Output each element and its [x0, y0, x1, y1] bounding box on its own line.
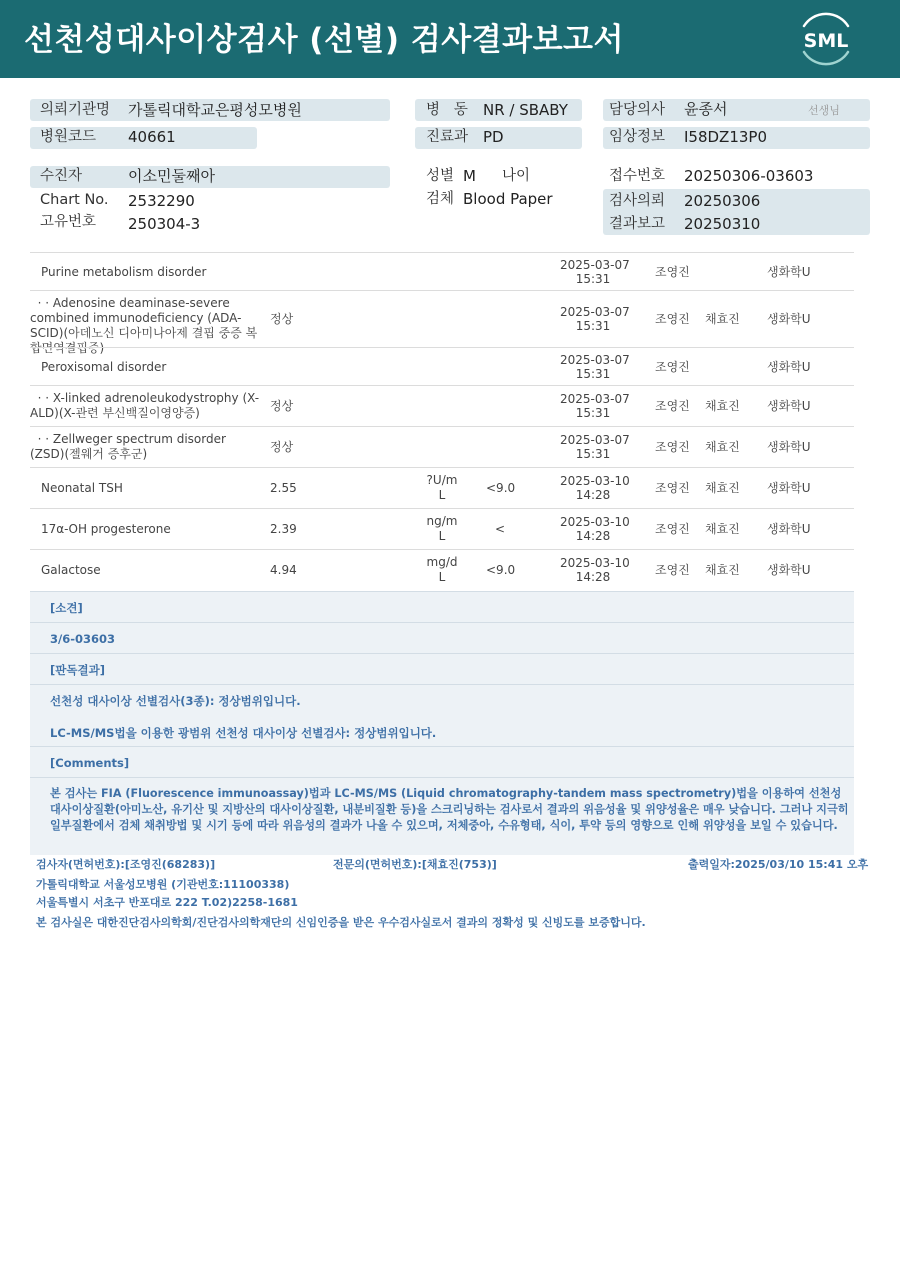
sml-logo [796, 10, 856, 68]
test-time: 14:28 [575, 488, 611, 502]
sex-value: M [463, 167, 476, 185]
test-name: Galactose [41, 563, 101, 577]
test-date: 2025-03-07 [560, 353, 630, 367]
test-date: 2025-03-07 [560, 392, 630, 406]
test-date: 2025-03-10 [560, 515, 630, 529]
test-date: 2025-03-07 [560, 305, 630, 319]
test-time: 15:31 [575, 319, 611, 333]
test-tester: 조영진 [655, 522, 690, 536]
test-name: · · Zellweger spectrum disorder (ZSD)(젤웨거 증후군) [30, 432, 230, 461]
test-dept: 생화학U [767, 522, 811, 536]
dept-value: PD [483, 128, 504, 146]
doctor-label: 담당의사 [609, 102, 666, 118]
test-unit-top: ?U/m [426, 473, 458, 487]
ward-label: 병 동 [426, 102, 468, 118]
test-unit-bottom: L [438, 529, 446, 543]
chart-label: Chart No. [40, 192, 109, 208]
footer-tester: 검사자(면허번호):[조영진(68283)] [36, 858, 216, 871]
age-label: 나이 [502, 168, 531, 184]
logo-text: SML [803, 30, 849, 52]
doctor-suffix: 선생님 [808, 104, 840, 117]
comments-label: [Comments] [30, 746, 854, 777]
test-name: · · Adenosine deaminase-severe combined immunodeficiency (ADA-SCID)(아데노신 디아미나아제 결핍 중증 복합면역결핍증) [30, 296, 258, 355]
judgement-line-1: 선천성 대사이상 선별검사(3종): 정상범위입니다. [50, 694, 301, 708]
test-unit-top: ng/m [426, 514, 458, 528]
unique-value: 250304-3 [128, 215, 201, 233]
opinion-label: [소견] [30, 591, 854, 622]
code-value: 40661 [128, 128, 176, 146]
report-header [0, 0, 900, 78]
doctor-value: 윤종서 [684, 100, 728, 118]
test-reference: <9.0 [486, 481, 516, 495]
test-tester: 조영진 [655, 481, 690, 495]
ward-value: NR / SBABY [483, 101, 568, 119]
request-value: 20250306 [684, 192, 761, 210]
org-value: 가톨릭대학교은평성모병원 [128, 101, 302, 119]
test-dept: 생화학U [767, 440, 811, 454]
test-unit-top: mg/d [426, 555, 458, 569]
table-row [30, 508, 854, 549]
clinical-label: 임상정보 [609, 129, 666, 145]
test-dept: 생화학U [767, 265, 811, 279]
request-label: 검사의뢰 [609, 193, 666, 209]
footer-specialist: 전문의(면허번호):[채효진(753)] [333, 858, 497, 871]
sex-label: 성별 [426, 168, 455, 184]
judgement-label: [판독결과] [30, 653, 854, 684]
footer-printed: 출력일자:2025/03/10 15:41 오후 [688, 858, 869, 871]
test-name: Neonatal TSH [41, 481, 123, 495]
test-result: 정상 [270, 440, 294, 454]
test-time: 15:31 [575, 272, 611, 286]
receipt-label: 접수번호 [609, 168, 666, 184]
table-row [30, 290, 854, 355]
test-result: 2.55 [270, 481, 297, 495]
test-tester: 조영진 [655, 360, 690, 374]
test-name: 17α-OH progesterone [41, 522, 171, 536]
test-reviewer: 채효진 [705, 522, 740, 536]
footer-certification: 본 검사실은 대한진단검사의학회/진단검사의학재단의 신임인증을 받은 우수검사실로서 결과의 정확성 및 신빙도를 보증합니다. [36, 916, 646, 929]
results-table [30, 252, 854, 590]
patient-label: 수진자 [40, 168, 83, 184]
test-reference: < [495, 522, 506, 536]
table-row [30, 252, 854, 290]
clinical-value: I58DZ13P0 [684, 128, 768, 146]
notes-section [30, 591, 854, 855]
test-tester: 조영진 [655, 399, 690, 413]
test-tester: 조영진 [655, 563, 690, 577]
specimen-value: Blood Paper [463, 190, 553, 208]
patient-value: 이소민둘째아 [128, 167, 215, 185]
chart-value: 2532290 [128, 192, 195, 210]
footer-address: 서울특별시 서초구 반포대로 222 T.02)2258-1681 [36, 896, 298, 909]
test-dept: 생화학U [767, 360, 811, 374]
test-unit-bottom: L [438, 488, 446, 502]
unique-label: 고유번호 [40, 214, 97, 230]
test-dept: 생화학U [767, 399, 811, 413]
org-label: 의뢰기관명 [40, 102, 111, 118]
test-dept: 생화학U [767, 563, 811, 577]
opinion-value: 3/6-03603 [30, 622, 854, 653]
test-unit-bottom: L [438, 570, 446, 584]
test-result: 2.39 [270, 522, 297, 536]
test-time: 15:31 [575, 406, 611, 420]
test-tester: 조영진 [655, 440, 690, 454]
test-tester: 조영진 [655, 265, 690, 279]
table-row [30, 426, 854, 467]
dept-label: 진료과 [426, 129, 469, 145]
test-date: 2025-03-10 [560, 474, 630, 488]
test-time: 14:28 [575, 570, 611, 584]
test-dept: 생화학U [767, 481, 811, 495]
test-name: · · X-linked adrenoleukodystrophy (X-ALD)(X-관련 부신백질이영양증) [30, 391, 260, 420]
judgement-line-2: LC-MS/MS법을 이용한 광범위 선천성 대사이상 선별검사: 정상범위입니다. [50, 726, 437, 740]
test-date: 2025-03-07 [560, 433, 630, 447]
report-title: 선천성대사이상검사 (선별) 검사결과보고서 [24, 22, 624, 58]
table-row [30, 385, 854, 426]
test-time: 14:28 [575, 529, 611, 543]
specimen-label: 검체 [426, 191, 455, 207]
test-time: 15:31 [575, 367, 611, 381]
test-reviewer: 채효진 [705, 563, 740, 577]
test-result: 정상 [270, 312, 294, 326]
test-date: 2025-03-10 [560, 556, 630, 570]
test-name: Purine metabolism disorder [41, 265, 207, 279]
report-label: 결과보고 [609, 216, 666, 232]
test-reviewer: 채효진 [705, 481, 740, 495]
test-result: 정상 [270, 399, 294, 413]
test-tester: 조영진 [655, 312, 690, 326]
code-label: 병원코드 [40, 129, 97, 145]
judgement-text [30, 684, 854, 746]
table-row [30, 467, 854, 508]
test-reviewer: 채효진 [705, 312, 740, 326]
test-reviewer: 채효진 [705, 399, 740, 413]
report-value: 20250310 [684, 215, 761, 233]
table-row [30, 347, 854, 385]
test-result: 4.94 [270, 563, 297, 577]
test-reviewer: 채효진 [705, 440, 740, 454]
receipt-value: 20250306-03603 [684, 167, 814, 185]
test-name: Peroxisomal disorder [41, 360, 167, 374]
test-time: 15:31 [575, 447, 611, 461]
footer-hospital: 가톨릭대학교 서울성모병원 (기관번호:11100338) [36, 878, 290, 891]
comments-text: 본 검사는 FIA (Fluorescence immunoassay)법과 LC-MS/MS (Liquid chromatography-tandem mass spectrometry)법을 이용하여 선천성 대사이상질환(아미노산, 유기산 및 지방산의 대사이상질환, 내분비질환 등)을 스크리닝하는 검사로서 결과의 위음성율 및 위양성율은 매우 낮습니다. 그러나 지극히 일부질환에서 검체 채취방법 및 시기 등에 따라 위음성의 결과가 나올 수 있으며, 저체중아, 수유형태, 식이, 투약 등의 영향으로 인해 위양성을 보일 수 있습니다. [30, 777, 854, 855]
table-row [30, 549, 854, 590]
test-date: 2025-03-07 [560, 258, 630, 272]
test-reference: <9.0 [486, 563, 516, 577]
test-dept: 생화학U [767, 312, 811, 326]
